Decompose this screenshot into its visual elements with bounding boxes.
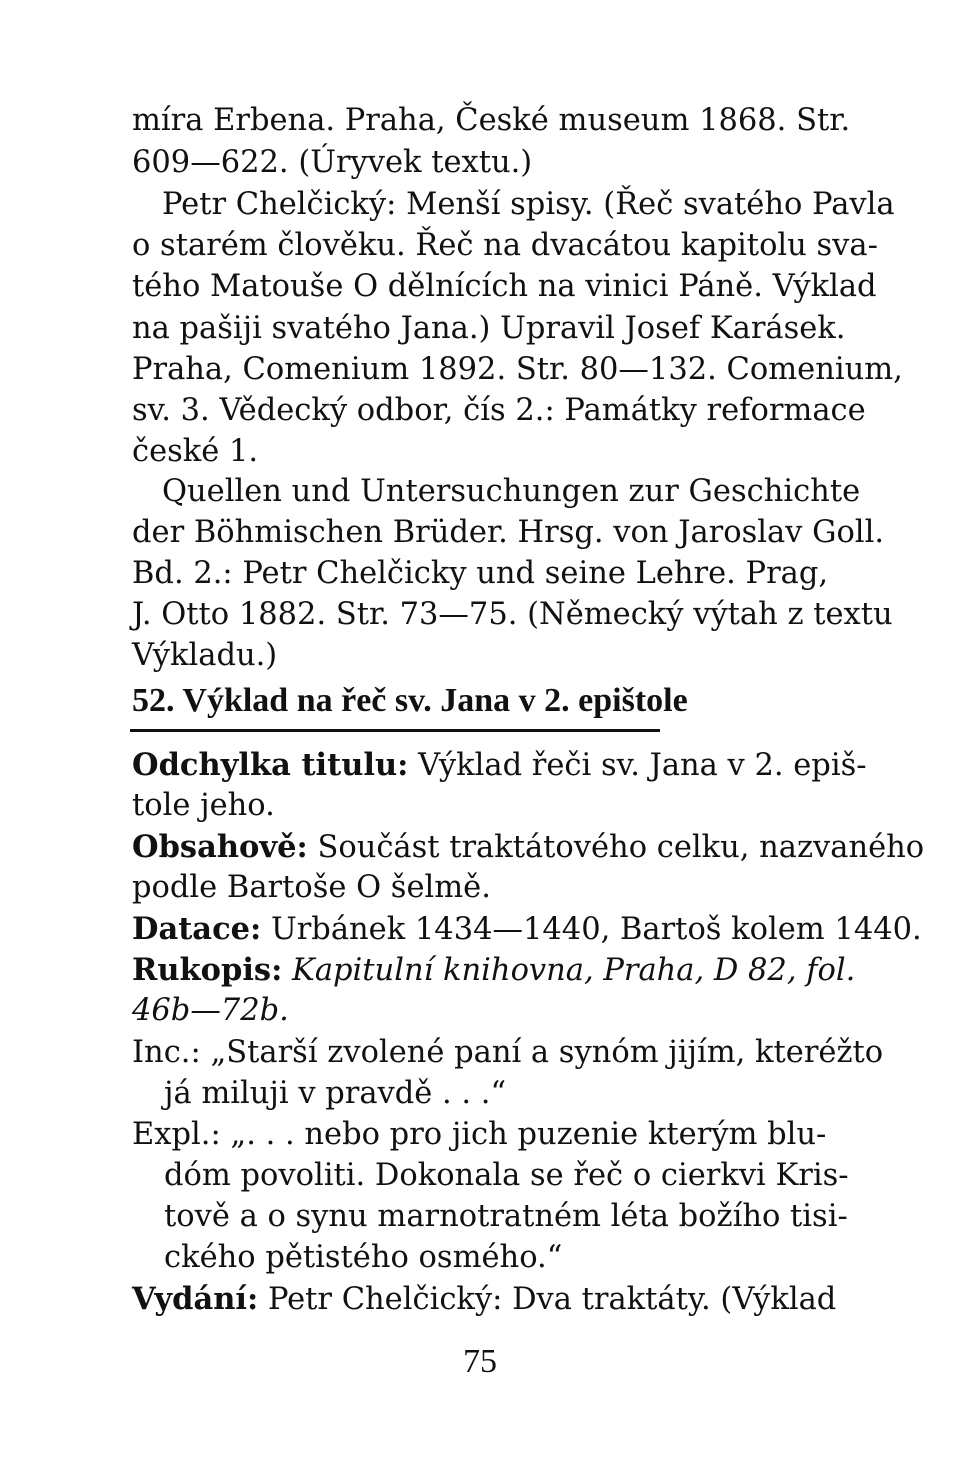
entry-datace [132, 909, 922, 950]
obsahove-label: Obsahově: [132, 829, 308, 865]
odchylka-text-cont: tole jeho. [132, 788, 275, 823]
obsahove-text-cont: podle Bartoše O šelmě. [132, 870, 491, 905]
heading-rule [130, 729, 660, 732]
text-line-7: Praha, Comenium 1892. Str. 80—132. Comenium, [132, 352, 903, 387]
vydani-label: Vydání: [132, 1281, 259, 1317]
text-line-5: tého Matouše O dělnících na vinici Páně. Výklad [132, 269, 877, 304]
text-line-4: o starém člověku. Řeč na dvacátou kapitolu sva- [132, 228, 878, 263]
entry-odchylka [132, 745, 867, 786]
entry-vydani [132, 1279, 836, 1320]
page-number: 75 [463, 1343, 497, 1380]
datace-text: Urbánek 1434—1440, Bartoš kolem 1440. [271, 912, 922, 947]
expl-text: „. . . nebo pro jich puzenie kterým blu- [230, 1117, 827, 1152]
inc-text: „Starší zvolené paní a synóm jijím, kteréžto [210, 1035, 884, 1070]
datace-label: Datace: [132, 911, 262, 947]
rukopis-label: Rukopis: [132, 952, 283, 988]
obsahove-text: Součást traktátového celku, nazvaného [317, 830, 925, 865]
text-line-6: na pašiji svatého Jana.) Upravil Josef Karásek. [132, 311, 846, 346]
text-line-14: Výkladu.) [132, 638, 278, 673]
entry-inc [132, 1033, 883, 1073]
inc-label: Inc.: [132, 1035, 201, 1070]
text-line-11: der Böhmischen Brüder. Hrsg. von Jaroslav Goll. [132, 515, 885, 550]
entry-expl [132, 1115, 826, 1155]
rukopis-text-cont: 46b—72b. [132, 993, 289, 1028]
text-line-3: Petr Chelčický: Menší spisy. (Řeč svatého Pavla [162, 187, 895, 222]
odchylka-label: Odchylka titulu: [132, 747, 409, 783]
expl-text-cont-2: tově a o synu marnotratném léta božího tisi- [164, 1199, 848, 1234]
text-line-1: míra Erbena. Praha, České museum 1868. Str. [132, 103, 851, 138]
text-line-10: Quellen und Untersuchungen zur Geschichte [162, 474, 861, 509]
section-heading [132, 681, 688, 721]
text-line-13: J. Otto 1882. Str. 73—75. (Německý výtah z textu [132, 597, 893, 632]
expl-text-cont-1: dóm povoliti. Dokonala se řeč o cierkvi Kris- [164, 1158, 849, 1193]
section-number: 52. [132, 682, 175, 719]
inc-text-cont: já miluji v pravdě . . .“ [164, 1076, 507, 1111]
odchylka-text: Výklad řeči sv. Jana v 2. epiš- [418, 748, 867, 783]
entry-obsahove [132, 827, 924, 868]
text-line-12: Bd. 2.: Petr Chelčicky und seine Lehre. Prag, [132, 556, 829, 591]
expl-label: Expl.: [132, 1117, 221, 1152]
text-line-8: sv. 3. Vědecký odbor, čís 2.: Památky reformace [132, 393, 866, 428]
vydani-text: Petr Chelčický: Dva traktáty. (Výklad [267, 1282, 837, 1317]
text-line-2: 609—622. (Úryvek textu.) [132, 145, 533, 180]
section-title: Výklad na řeč sv. Jana v 2. epištole [182, 682, 688, 719]
text-line-9: české 1. [132, 434, 259, 469]
rukopis-text: Kapitulní knihovna, Praha, D 82, fol. [292, 953, 856, 988]
entry-rukopis [132, 950, 855, 991]
expl-text-cont-3: ckého pětistého osmého.“ [164, 1240, 563, 1275]
